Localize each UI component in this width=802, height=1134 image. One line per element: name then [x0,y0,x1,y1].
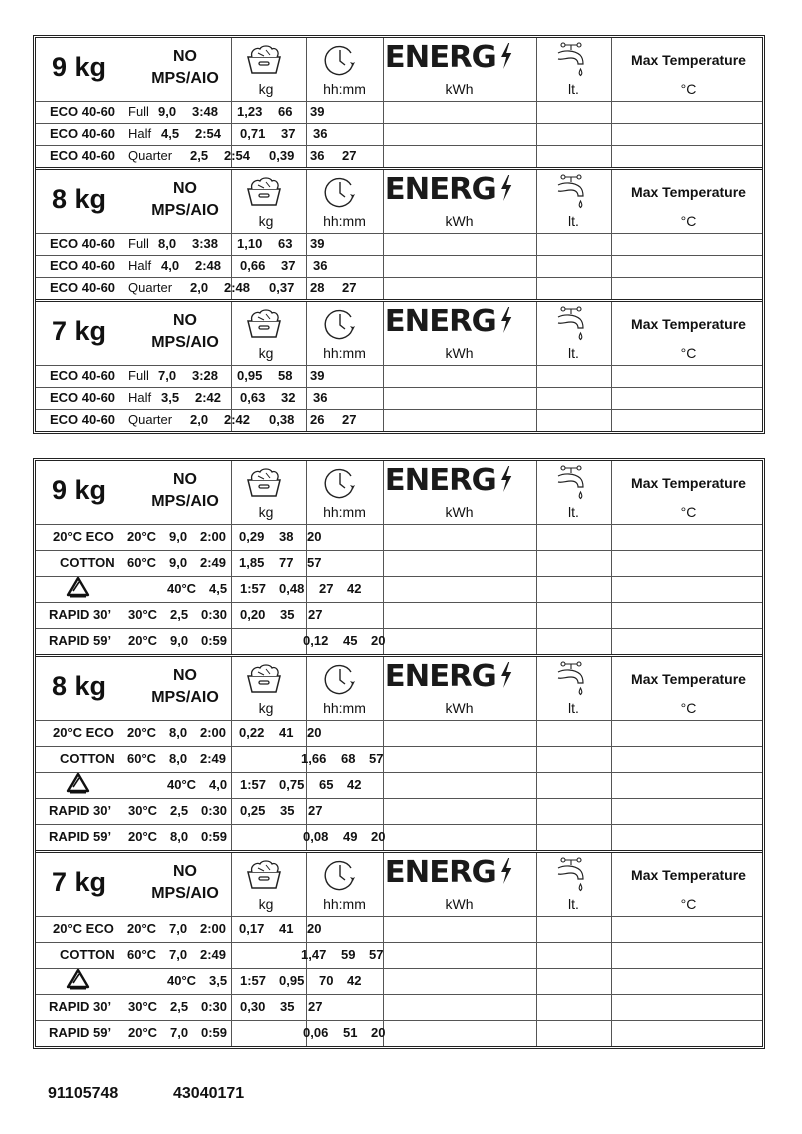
kwh-value: 0,37 [269,280,295,295]
kg-value: 3,5 [161,390,180,405]
program-name: RAPID 30’ [49,803,112,818]
capacity-label: 9 kg [52,52,107,82]
temp-value: 20 [371,1025,386,1040]
water-value: 35 [280,999,295,1014]
program-name: ECO 40-60 [50,148,116,163]
column-divider [231,853,232,1046]
kg-value: 7,0 [169,947,188,962]
kg-unit-label: kg [258,896,274,912]
temp-unit-label: °C [680,345,697,361]
temp-value: 20 [307,921,322,936]
water-value: 70 [319,973,334,988]
water-value: 68 [341,751,356,766]
energy-unit-label: kWh [445,213,474,229]
lightning-icon [499,307,513,333]
kg-unit-label: kg [258,700,274,716]
temp-value: 27 [308,999,323,1014]
column-divider [611,657,612,850]
temp-unit-label: °C [680,700,697,716]
temp-value: 20 [371,829,386,844]
kg-value: 8,0 [158,236,177,251]
water-tap-icon [554,305,588,345]
energy-logo: ENERG [385,304,513,339]
time-value: 1:57 [240,973,267,988]
column-divider [231,461,232,654]
wash-temp: 40°C [167,777,197,792]
temp-unit-label: °C [680,81,697,97]
water-value: 59 [341,947,356,962]
row-divider [36,798,762,799]
laundry-basket-icon [244,466,284,498]
water-value: 26 [310,412,325,427]
no-mps-aio-label: NO MPS/AIO [151,667,219,706]
temp-value: 39 [310,368,325,383]
capacity-block-7kg [36,302,762,431]
kg-value: 2,5 [170,803,189,818]
energy-logo: ENERG [385,463,513,498]
kg-value: 2,5 [170,999,189,1014]
temp-value: 39 [310,236,325,251]
time-unit-label: hh:mm [323,896,366,912]
kwh-value: 0,95 [237,368,263,383]
capacity-label: 7 kg [52,316,107,346]
column-divider [536,461,537,654]
water-value: 28 [310,280,325,295]
program-name: ECO 40-60 [50,390,116,405]
wash-temp: 20°C [127,529,157,544]
column-divider [306,302,307,431]
max-temperature-label: Max Temperature [631,316,746,332]
kg-value: 4,0 [209,777,228,792]
temp-value: 20 [371,633,386,648]
program-name: ECO 40-60 [50,412,116,427]
water-value: 38 [279,529,294,544]
column-divider [611,302,612,431]
energy-logo: ENERG [385,40,513,75]
row-divider [36,720,762,721]
no-mps-aio-label: NO MPS/AIO [151,863,219,902]
temp-value: 27 [342,280,357,295]
water-value: 51 [343,1025,358,1040]
no-mps-aio-label: NO MPS/AIO [151,48,219,87]
temp-value: 36 [313,390,328,405]
temp-value: 36 [313,126,328,141]
energy-logo: ENERG [385,855,513,890]
energy-logo: ENERG [385,659,513,694]
kg-value: 2,5 [170,607,189,622]
column-divider [536,853,537,1046]
water-value: 65 [319,777,334,792]
row-divider [36,602,762,603]
column-divider [383,170,384,299]
wash-temp: 60°C [127,751,157,766]
column-divider [231,657,232,850]
kg-value: 8,0 [169,725,188,740]
column-divider [611,38,612,167]
energy-logo: ENERG [385,172,513,207]
water-unit-label: lt. [568,213,579,229]
energy-unit-label: kWh [445,345,474,361]
capacity-block-8kg [36,657,762,853]
kg-value: 2,0 [190,412,209,427]
time-value: 0:30 [201,999,228,1014]
water-tap-icon [554,464,588,504]
time-value: 1:57 [240,581,267,596]
column-divider [383,38,384,167]
kwh-value: 0,75 [279,777,305,792]
water-value: 35 [280,803,295,818]
kwh-value: 0,20 [240,607,266,622]
water-value: 58 [278,368,293,383]
kwh-value: 1,66 [301,751,327,766]
clock-icon [323,307,357,341]
row-divider [36,1020,762,1021]
program-name: RAPID 30’ [49,607,112,622]
program-name: ECO 40-60 [50,258,116,273]
time-value: 0:59 [201,1025,228,1040]
water-tap-icon [554,856,588,896]
kwh-value: 0,63 [240,390,266,405]
allergy-triangle-icon [66,771,90,795]
lightning-icon [499,858,513,884]
load-level: Quarter [128,148,173,163]
clock-icon [323,175,357,209]
energy-unit-label: kWh [445,504,474,520]
kg-value: 9,0 [158,104,177,119]
program-name: 20°C ECO [53,921,114,936]
energy-unit-label: kWh [445,700,474,716]
water-value: 63 [278,236,293,251]
kg-value: 8,0 [169,751,188,766]
wash-temp: 30°C [128,803,158,818]
time-value: 3:48 [192,104,219,119]
wash-temp: 20°C [128,633,158,648]
water-value: 27 [319,581,334,596]
time-value: 0:30 [201,607,228,622]
lightning-icon [499,175,513,201]
lightning-icon [499,43,513,69]
program-name: ECO 40-60 [50,280,116,295]
time-unit-label: hh:mm [323,81,366,97]
temp-value: 57 [369,947,384,962]
time-unit-label: hh:mm [323,504,366,520]
program-name: ECO 40-60 [50,236,116,251]
time-value: 2:48 [195,258,222,273]
temp-value: 27 [308,803,323,818]
energy-unit-label: kWh [445,896,474,912]
temp-value: 20 [307,725,322,740]
capacity-block-9kg [36,461,762,657]
capacity-label: 9 kg [52,475,107,505]
footer-code-1: 91105748 [48,1085,119,1102]
temp-unit-label: °C [680,213,697,229]
kwh-value: 0,95 [279,973,305,988]
kwh-value: 0,30 [240,999,266,1014]
temp-value: 20 [307,529,322,544]
load-level: Full [128,368,149,383]
load-level: Quarter [128,280,173,295]
program-name: COTTON [60,947,115,962]
row-divider [36,628,762,629]
water-value: 36 [310,148,325,163]
row-divider [36,824,762,825]
water-unit-label: lt. [568,504,579,520]
kg-value: 3,5 [209,973,228,988]
wash-temp: 20°C [128,1025,158,1040]
time-value: 3:38 [192,236,219,251]
kg-unit-label: kg [258,504,274,520]
row-divider [36,916,762,917]
wash-temp: 40°C [167,973,197,988]
temp-value: 42 [347,581,362,596]
time-value: 0:59 [201,633,228,648]
laundry-basket-icon [244,175,284,207]
kwh-value: 0,25 [240,803,266,818]
wash-temp: 20°C [127,725,157,740]
lightning-icon [499,662,513,688]
temp-value: 39 [310,104,325,119]
clock-icon [323,43,357,77]
kg-value: 7,0 [170,1025,189,1040]
wash-temp: 20°C [127,921,157,936]
temp-unit-label: °C [680,896,697,912]
kwh-value: 1,47 [301,947,327,962]
capacity-block-9kg [36,38,762,170]
program-name: 20°C ECO [53,529,114,544]
row-divider [36,746,762,747]
no-mps-aio-label: NO MPS/AIO [151,471,219,510]
kg-value: 9,0 [169,529,188,544]
water-value: 37 [281,126,296,141]
kg-value: 2,0 [190,280,209,295]
laundry-basket-icon [244,662,284,694]
time-value: 1:57 [240,777,267,792]
wash-temp: 60°C [127,947,157,962]
water-unit-label: lt. [568,700,579,716]
kwh-value: 0,12 [303,633,329,648]
kg-value: 9,0 [169,555,188,570]
capacity-block-8kg [36,170,762,302]
time-value: 2:54 [195,126,222,141]
capacity-label: 8 kg [52,671,107,701]
max-temperature-label: Max Temperature [631,52,746,68]
program-name: ECO 40-60 [50,104,116,119]
time-unit-label: hh:mm [323,345,366,361]
allergy-triangle-icon [66,967,90,991]
load-level: Half [128,126,152,141]
max-temperature-label: Max Temperature [631,867,746,883]
time-value: 2:00 [200,529,227,544]
program-name: COTTON [60,751,115,766]
time-unit-label: hh:mm [323,213,366,229]
kwh-value: 0,39 [269,148,295,163]
water-unit-label: lt. [568,345,579,361]
kg-value: 2,5 [190,148,209,163]
column-divider [611,170,612,299]
time-unit-label: hh:mm [323,700,366,716]
temp-value: 57 [369,751,384,766]
capacity-block-7kg [36,853,762,1046]
program-name: ECO 40-60 [50,368,116,383]
column-divider [306,170,307,299]
laundry-basket-icon [244,858,284,890]
wash-temp: 60°C [127,555,157,570]
column-divider [383,461,384,654]
load-level: Half [128,390,152,405]
row-divider [36,994,762,995]
time-value: 2:48 [224,280,251,295]
load-level: Half [128,258,152,273]
kwh-value: 0,22 [239,725,265,740]
time-value: 0:59 [201,829,228,844]
kg-value: 4,0 [161,258,180,273]
program-name: RAPID 59’ [49,829,112,844]
kwh-value: 1,23 [237,104,263,119]
kwh-value: 0,08 [303,829,329,844]
column-divider [611,461,612,654]
time-value: 2:42 [195,390,222,405]
time-value: 2:00 [200,725,227,740]
program-name: RAPID 30’ [49,999,112,1014]
water-value: 49 [343,829,358,844]
kwh-value: 0,48 [279,581,305,596]
column-divider [536,657,537,850]
row-divider [36,968,762,969]
program-name: COTTON [60,555,115,570]
lightning-icon [499,466,513,492]
water-value: 32 [281,390,296,405]
kg-value: 9,0 [170,633,189,648]
kwh-value: 0,38 [269,412,295,427]
column-divider [306,38,307,167]
kwh-value: 0,66 [240,258,266,273]
temp-value: 27 [308,607,323,622]
time-value: 2:42 [224,412,251,427]
max-temperature-label: Max Temperature [631,671,746,687]
clock-icon [323,858,357,892]
allergy-triangle-icon [66,575,90,599]
row-divider [36,576,762,577]
load-level: Quarter [128,412,173,427]
kwh-value: 1,85 [239,555,265,570]
time-value: 3:28 [192,368,219,383]
kwh-value: 1,10 [237,236,263,251]
kwh-value: 0,06 [303,1025,329,1040]
temp-value: 42 [347,973,362,988]
load-level: Full [128,236,149,251]
water-value: 35 [280,607,295,622]
kg-unit-label: kg [258,345,274,361]
water-value: 77 [279,555,294,570]
temp-value: 27 [342,412,357,427]
water-value: 41 [279,921,294,936]
row-divider [36,524,762,525]
column-divider [611,853,612,1046]
clock-icon [323,466,357,500]
wash-temp: 30°C [128,999,158,1014]
max-temperature-label: Max Temperature [631,475,746,491]
kwh-value: 0,29 [239,529,265,544]
program-name: RAPID 59’ [49,633,112,648]
temp-value: 57 [307,555,322,570]
water-value: 66 [278,104,293,119]
wash-temp: 40°C [167,581,197,596]
water-tap-icon [554,41,588,81]
kg-value: 8,0 [170,829,189,844]
wash-temp: 20°C [128,829,158,844]
laundry-basket-icon [244,43,284,75]
kg-unit-label: kg [258,213,274,229]
time-value: 2:00 [200,921,227,936]
kg-value: 4,5 [209,581,228,596]
water-tap-icon [554,660,588,700]
load-level: Full [128,104,149,119]
no-mps-aio-label: NO MPS/AIO [151,180,219,219]
kg-value: 4,5 [161,126,180,141]
program-name: 20°C ECO [53,725,114,740]
capacity-label: 7 kg [52,867,107,897]
kwh-value: 0,17 [239,921,265,936]
row-divider [36,772,762,773]
water-value: 41 [279,725,294,740]
max-temperature-label: Max Temperature [631,184,746,200]
no-mps-aio-label: NO MPS/AIO [151,312,219,351]
kwh-value: 0,71 [240,126,266,141]
water-value: 37 [281,258,296,273]
temp-value: 42 [347,777,362,792]
kg-value: 7,0 [169,921,188,936]
column-divider [536,302,537,431]
kg-unit-label: kg [258,81,274,97]
time-value: 0:30 [201,803,228,818]
footer-code-2: 43040171 [173,1085,245,1102]
time-value: 2:49 [200,751,227,766]
time-value: 2:49 [200,555,227,570]
program-name: ECO 40-60 [50,126,116,141]
column-divider [383,302,384,431]
row-divider [36,942,762,943]
water-unit-label: lt. [568,896,579,912]
capacity-label: 8 kg [52,184,107,214]
column-divider [536,38,537,167]
time-value: 2:54 [224,148,251,163]
row-divider [36,550,762,551]
temp-value: 36 [313,258,328,273]
time-value: 2:49 [200,947,227,962]
laundry-basket-icon [244,307,284,339]
clock-icon [323,662,357,696]
wash-temp: 30°C [128,607,158,622]
program-name: RAPID 59’ [49,1025,112,1040]
water-value: 45 [343,633,358,648]
eco-program-table [33,35,765,434]
temp-value: 27 [342,148,357,163]
energy-unit-label: kWh [445,81,474,97]
water-tap-icon [554,173,588,213]
temp-unit-label: °C [680,504,697,520]
programs-table [33,458,765,1049]
kg-value: 7,0 [158,368,177,383]
column-divider [536,170,537,299]
water-unit-label: lt. [568,81,579,97]
